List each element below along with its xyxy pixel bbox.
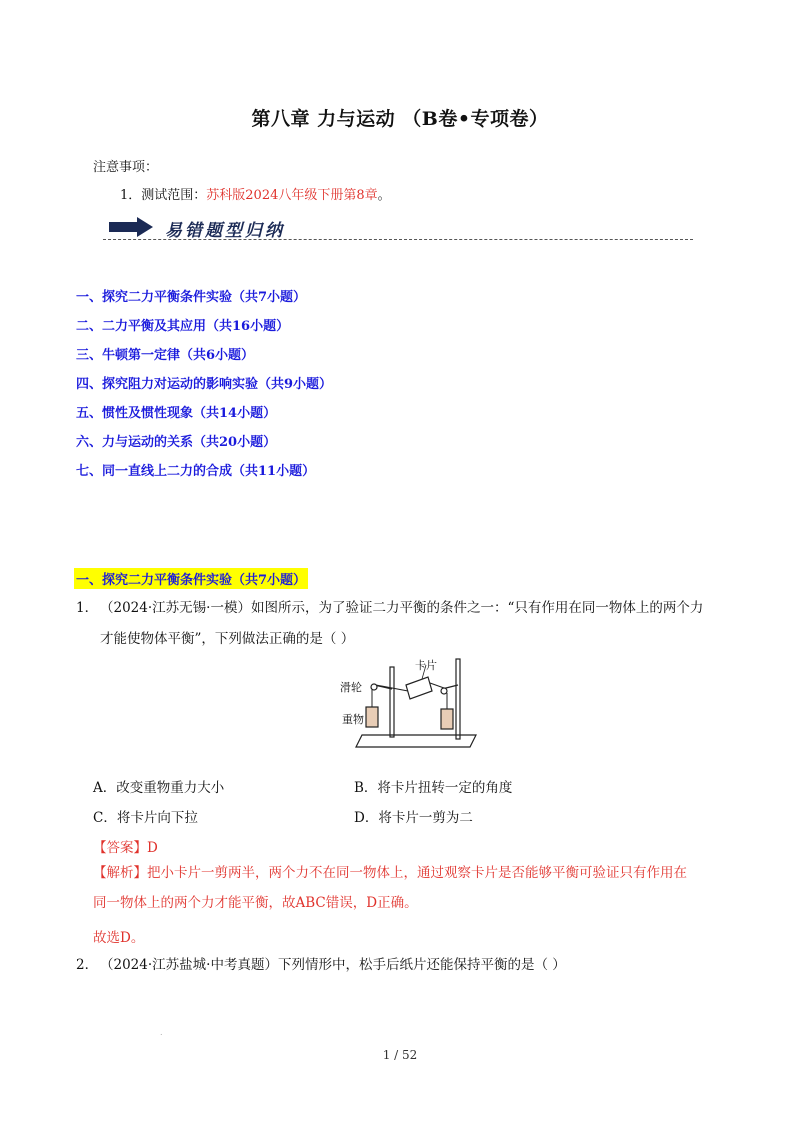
section-heading: 一、探究二力平衡条件实验（共7小题）: [74, 568, 308, 589]
option-b[interactable]: B．将卡片扭转一定的角度: [354, 780, 513, 796]
question-1-line2: 才能使物体平衡”，下列做法正确的是（ ）: [100, 631, 355, 647]
question-2-text: （2024·江苏盐城·中考真题）下列情形中，松手后纸片还能保持平衡的是（ ）: [100, 957, 566, 973]
option-c[interactable]: C．将卡片向下拉: [93, 810, 198, 826]
footer-dot: .: [160, 1028, 163, 1037]
question-2-number: 2．: [76, 957, 99, 973]
notice-label: 注意事项：: [93, 160, 159, 175]
figure-label-weight: 重物: [342, 713, 364, 726]
question-1-line1: （2024·江苏无锡·一模）如图所示，为了验证二力平衡的条件之一：“只有作用在同一物体上的两个力: [100, 600, 704, 616]
figure-label-card: 卡片: [415, 659, 437, 672]
page-title: 第八章 力与运动 （B卷•专项卷）: [251, 108, 549, 130]
banner-text: 易错题型归纳: [165, 221, 285, 241]
analysis-line1: 【解析】把小卡片一剪两半，两个力不在同一物体上，通过观察卡片是否能够平衡可验证只有作用在: [93, 865, 687, 881]
toc-item-7[interactable]: 七、同一直线上二力的合成（共11小题）: [76, 464, 316, 479]
test-scope: [120, 184, 391, 203]
conclusion-text: 故选D。: [93, 930, 145, 946]
option-d[interactable]: D．将卡片一剪为二: [354, 810, 473, 826]
pulley-apparatus-figure: [330, 655, 480, 750]
toc-item-2[interactable]: 二、二力平衡及其应用（共16小题）: [76, 319, 290, 334]
toc-item-5[interactable]: 五、惯性及惯性现象（共14小题）: [76, 406, 277, 421]
toc-item-4[interactable]: 四、探究阻力对运动的影响实验（共9小题）: [76, 377, 333, 392]
toc-item-1[interactable]: 一、探究二力平衡条件实验（共7小题）: [76, 290, 307, 305]
option-a[interactable]: A．改变重物重力大小: [93, 780, 225, 796]
toc-item-3[interactable]: 三、牛顿第一定律（共6小题）: [76, 348, 255, 363]
question-1-number: 1．: [76, 600, 99, 616]
scope-text: 苏科版2024八年级下册第8章: [206, 188, 378, 203]
scope-prefix: 1．测试范围：: [120, 188, 207, 203]
figure-label-pulley: 滑轮: [340, 681, 362, 694]
toc-item-6[interactable]: 六、力与运动的关系（共20小题）: [76, 435, 277, 450]
banner-divider: [103, 239, 693, 240]
page-number: 1 / 52: [382, 1048, 418, 1062]
scope-suffix: 。: [377, 188, 391, 203]
answer-text: 【答案】D: [93, 840, 158, 856]
analysis-line2: 同一物体上的两个力才能平衡，故ABC错误，D正确。: [93, 895, 418, 911]
